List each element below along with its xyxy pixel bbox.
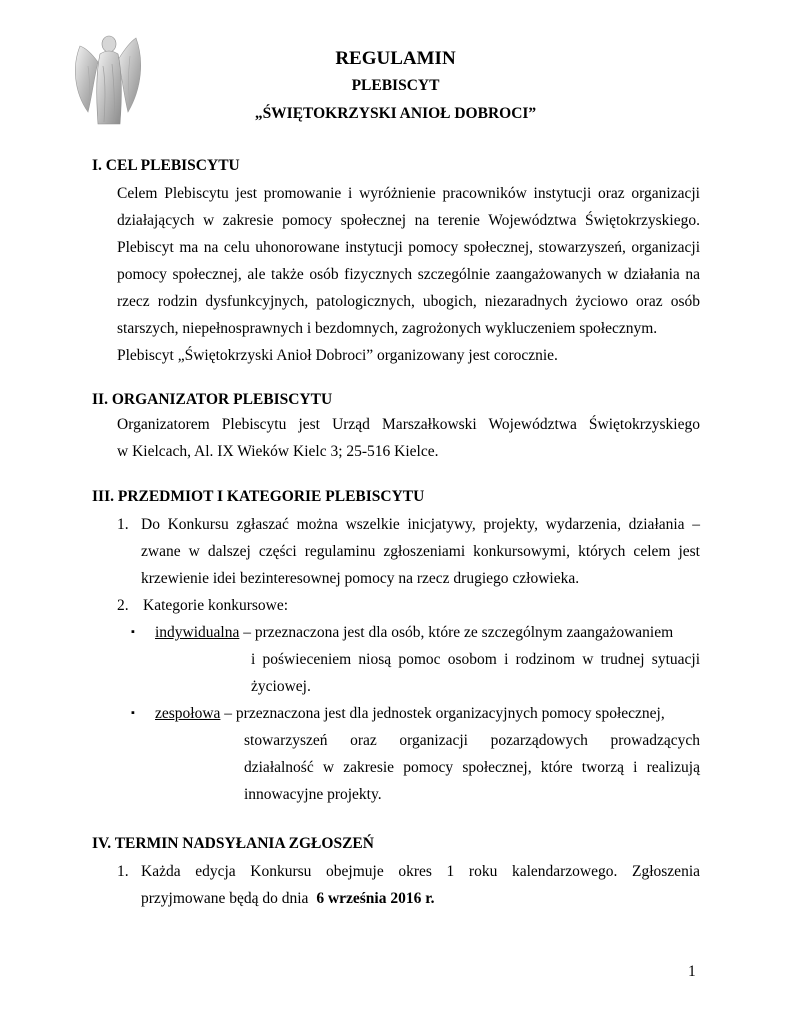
paragraph-line: życiowej. xyxy=(251,678,311,695)
paragraph-line: krzewienie idei bezinteresownej pomocy na rzecz drugiego człowieka. xyxy=(141,570,580,587)
list-item xyxy=(141,858,700,912)
paragraph-line: Plebiscyt „Świętokrzyski Anioł Dobroci” organizowany jest corocznie. xyxy=(117,347,558,364)
list-item: Kategorie konkursowe: xyxy=(143,597,289,614)
bullet-marker: ▪ xyxy=(131,707,135,719)
section-heading: III. PRZEDMIOT I KATEGORIE PLEBISCYTU xyxy=(92,488,425,505)
deadline-date: 6 września 2016 r. xyxy=(316,890,435,907)
category-description: – przeznaczona jest dla osób, które ze szczególnym zaangażowaniem xyxy=(243,624,674,641)
paragraph-line: starszych, niepełnosprawnych i bezdomnych, zagrożonych wykluczeniem społecznym. xyxy=(117,320,658,337)
paragraph-line: zwane w dalszej części regulaminu zgłoszeniami konkursowymi, których celem jest xyxy=(141,543,700,560)
list-item xyxy=(141,511,700,592)
category-term: zespołowa xyxy=(155,705,221,722)
section-heading: I. CEL PLEBISCYTU xyxy=(92,157,240,174)
paragraph-line: w Kielcach, Al. IX Wieków Kielc 3; 25-516 Kielce. xyxy=(117,443,439,460)
list-number: 1. xyxy=(117,516,129,533)
category-term: indywidualna xyxy=(155,624,240,641)
paragraph-line: Celem Plebiscytu jest promowanie i wyróżnienie pracowników instytucji oraz organizacji xyxy=(117,185,700,202)
section-heading: II. ORGANIZATOR PLEBISCYTU xyxy=(92,391,333,408)
deadline-prefix: przyjmowane będą do dnia xyxy=(141,890,309,907)
list-number: 1. xyxy=(117,863,129,880)
paragraph-line: działających w zakresie pomocy społecznej na terenie Województwa Świętokrzyskiego. xyxy=(117,212,700,229)
paragraph-line: i poświeceniem niosą pomoc osobom i rodzinom w trudnej sytuacji xyxy=(251,651,700,668)
section-body xyxy=(117,180,700,369)
paragraph-line xyxy=(141,885,700,912)
page-number: 1 xyxy=(688,963,696,980)
paragraph-line: Każda edycja Konkursu obejmuje okres 1 roku kalendarzowego. Zgłoszenia xyxy=(141,863,700,880)
document-title: REGULAMIN xyxy=(335,48,456,69)
bullet-marker: ▪ xyxy=(131,626,135,638)
paragraph-line: stowarzyszeń oraz organizacji pozarządowych prowadzących xyxy=(244,732,700,749)
category-line xyxy=(155,619,673,646)
paragraph-line: Do Konkursu zgłaszać można wszelkie inicjatywy, projekty, wydarzenia, działania – xyxy=(141,516,700,533)
document-subtitle: PLEBISCYT xyxy=(351,77,440,94)
paragraph-line: działalność w zakresie pomocy społecznej, które tworzą i realizują xyxy=(244,759,700,776)
paragraph-line: innowacyjne projekty. xyxy=(244,786,382,803)
category-continuation xyxy=(251,646,700,700)
section-heading: IV. TERMIN NADSYŁANIA ZGŁOSZEŃ xyxy=(92,835,374,852)
plebiscite-name: „ŚWIĘTOKRZYSKI ANIOŁ DOBROCI” xyxy=(254,105,537,122)
category-continuation xyxy=(244,727,700,808)
section-body xyxy=(117,411,700,465)
paragraph-line: Plebiscyt ma na celu uhonorowane instytucji pomocy społecznej, stowarzyszeń, organizacji xyxy=(117,239,700,256)
list-number: 2. xyxy=(117,597,129,614)
paragraph-line: pomocy społecznej, ale także osób fizycznych szczególnie zaangażowanych w działania na xyxy=(117,266,700,283)
paragraph-line: rzecz rodzin dysfunkcyjnych, patologicznych, ubogich, niezaradnych życiowo oraz osób xyxy=(117,293,700,310)
category-line xyxy=(155,700,700,727)
category-description: – przeznaczona jest dla jednostek organizacyjnych pomocy społecznej, xyxy=(224,705,665,722)
paragraph-line: Organizatorem Plebiscytu jest Urząd Marszałkowski Województwa Świętokrzyskiego xyxy=(117,416,700,433)
